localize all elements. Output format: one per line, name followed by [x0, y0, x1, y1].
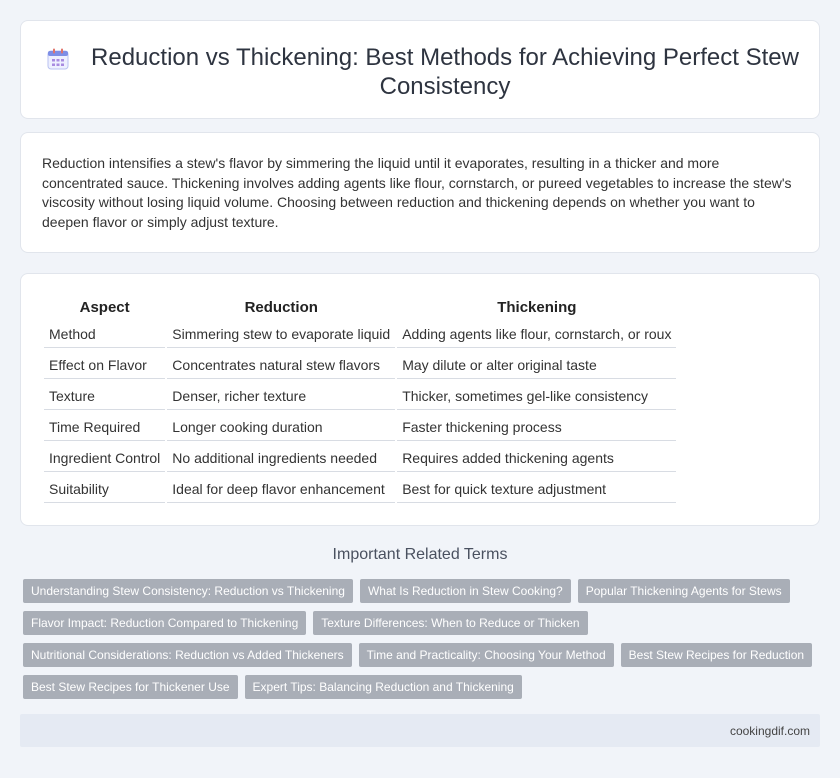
related-term-tag[interactable]: Flavor Impact: Reduction Compared to Thickening — [23, 611, 306, 635]
calendar-icon — [47, 48, 69, 70]
table-cell: Ingredient Control — [44, 443, 165, 472]
footer-site-link[interactable]: cookingdif.com — [729, 724, 810, 738]
table-header-row — [44, 297, 676, 317]
tag-row — [23, 611, 823, 635]
table-cell: Thicker, sometimes gel-like consistency — [397, 381, 676, 410]
tag-row — [23, 675, 823, 699]
table-cell: Simmering stew to evaporate liquid — [167, 319, 395, 348]
table-cell: Denser, richer texture — [167, 381, 395, 410]
table-row — [44, 443, 676, 472]
title-card — [20, 20, 820, 119]
footer — [20, 714, 820, 747]
tag-row — [23, 643, 823, 667]
related-term-tag[interactable]: Texture Differences: When to Reduce or Thicken — [313, 611, 587, 635]
column-header-thickening: Thickening — [497, 299, 577, 316]
column-header-reduction: Reduction — [244, 299, 318, 316]
comparison-table — [42, 295, 678, 505]
related-term-tag[interactable]: Expert Tips: Balancing Reduction and Thickening — [245, 675, 522, 699]
table-cell: May dilute or alter original taste — [397, 350, 676, 379]
related-term-tag[interactable]: Understanding Stew Consistency: Reduction vs Thickening — [23, 579, 353, 603]
column-header-aspect: Aspect — [79, 299, 130, 316]
table-cell: Method — [44, 319, 165, 348]
comparison-table-card — [20, 273, 820, 526]
table-cell: No additional ingredients needed — [167, 443, 395, 472]
table-cell: Adding agents like flour, cornstarch, or roux — [397, 319, 676, 348]
table-cell: Ideal for deep flavor enhancement — [167, 474, 395, 503]
related-term-tag[interactable]: Best Stew Recipes for Thickener Use — [23, 675, 238, 699]
intro-text: Reduction intensifies a stew's flavor by simmering the liquid until it evaporates, resulting in a thicker and more concentrated sauce. Thickening involves adding agents like flour, cornstarch, or pureed vegetables to increase the stew's viscosity without losing liquid volume. Choosing between reduction and thickening depends on whether you want to deepen flavor or simply adjust texture. — [42, 155, 792, 230]
table-row — [44, 319, 676, 348]
table-cell: Best for quick texture adjustment — [397, 474, 676, 503]
intro-card — [20, 132, 820, 253]
page-title: Reduction vs Thickening: Best Methods for Achieving Perfect Stew Consistency — [91, 44, 799, 100]
related-term-tag[interactable]: Nutritional Considerations: Reduction vs Added Thickeners — [23, 643, 352, 667]
tag-row — [23, 579, 823, 603]
table-cell: Effect on Flavor — [44, 350, 165, 379]
table-cell: Texture — [44, 381, 165, 410]
table-cell: Faster thickening process — [397, 412, 676, 441]
table-cell: Concentrates natural stew flavors — [167, 350, 395, 379]
table-row — [44, 350, 676, 379]
related-term-tag[interactable]: Time and Practicality: Choosing Your Method — [359, 643, 614, 667]
table-cell: Requires added thickening agents — [397, 443, 676, 472]
table-cell: Suitability — [44, 474, 165, 503]
table-row — [44, 381, 676, 410]
table-row — [44, 474, 676, 503]
related-term-tag[interactable]: What Is Reduction in Stew Cooking? — [360, 579, 571, 603]
related-term-tag[interactable]: Best Stew Recipes for Reduction — [621, 643, 812, 667]
related-terms-list — [23, 579, 823, 707]
table-cell: Time Required — [44, 412, 165, 441]
related-terms-title: Important Related Terms — [332, 546, 508, 563]
table-row — [44, 412, 676, 441]
related-term-tag[interactable]: Popular Thickening Agents for Stews — [578, 579, 790, 603]
table-cell: Longer cooking duration — [167, 412, 395, 441]
